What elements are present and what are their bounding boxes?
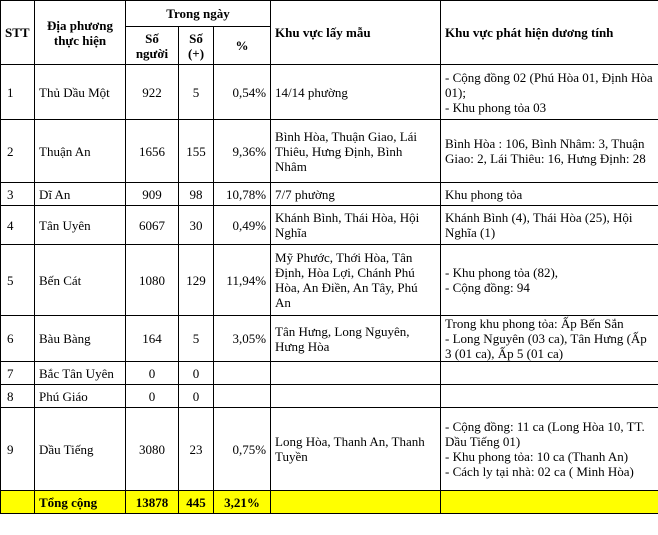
positive-area-cell	[441, 206, 658, 245]
sampling-area-text: Tân Hưng, Long Nguyên, Hưng Hòa	[275, 323, 410, 354]
stt-cell: 5	[1, 245, 35, 316]
total-people: 13878	[126, 491, 179, 514]
header-sampling-area: Khu vực lấy mẫu	[271, 1, 441, 65]
sampling-area-text: 14/14 phường	[275, 84, 348, 100]
positive-area-cell	[441, 408, 658, 491]
stt-cell: 9	[1, 408, 35, 491]
table-row	[1, 362, 658, 385]
header-stt: STT	[1, 1, 35, 65]
total-row	[1, 491, 658, 514]
positive-area-cell	[441, 316, 658, 362]
table-row	[1, 183, 658, 206]
sampling-area-cell	[271, 245, 441, 316]
positive-area-cell	[441, 120, 658, 183]
sampling-area-cell	[271, 362, 441, 385]
positive-cell: 98	[179, 183, 214, 206]
sampling-area-text: Mỹ Phước, Thới Hòa, Tân Định, Hòa Lợi, Chánh Phú Hòa, An Điền, An Tây, Phú An	[275, 250, 418, 310]
stt-cell: 2	[1, 120, 35, 183]
percent-cell: 0,54%	[214, 65, 271, 120]
stt-cell: 7	[1, 362, 35, 385]
header-positive-area: Khu vực phát hiện dương tính	[441, 1, 658, 65]
table-row	[1, 245, 658, 316]
positive-area-text: - Cộng đồng: 11 ca (Long Hòa 10, TT. Dầu Tiếng 01)	[445, 419, 645, 449]
people-cell: 6067	[126, 206, 179, 245]
sampling-area-cell	[271, 65, 441, 120]
people-cell: 0	[126, 362, 179, 385]
header-positive: Số (+)	[179, 27, 214, 65]
locality-cell: Thủ Dầu Một	[35, 65, 126, 120]
sampling-area-cell	[271, 385, 441, 408]
positive-area-cell	[441, 362, 658, 385]
table-row	[1, 385, 658, 408]
positive-area-text: - Cách ly tại nhà: 02 ca ( Minh Hòa)	[445, 464, 634, 479]
percent-cell: 11,94%	[214, 245, 271, 316]
header-people: Số người	[126, 27, 179, 65]
percent-cell: 3,05%	[214, 316, 271, 362]
positive-cell: 30	[179, 206, 214, 245]
sampling-area-cell	[271, 408, 441, 491]
locality-cell: Dĩ An	[35, 183, 126, 206]
locality-cell: Dầu Tiếng	[35, 408, 126, 491]
positive-area-cell	[441, 183, 658, 206]
header-locality: Địa phương thực hiện	[35, 1, 126, 65]
positive-cell: 0	[179, 362, 214, 385]
people-cell: 922	[126, 65, 179, 120]
positive-area-text: - Khu phong tỏa: 10 ca (Thanh An)	[445, 449, 629, 464]
sampling-area-text: Long Hòa, Thanh An, Thanh Tuyền	[275, 434, 425, 464]
sampling-area-text: Khánh Bình, Thái Hòa, Hội Nghĩa	[275, 210, 420, 240]
table-row	[1, 408, 658, 491]
sampling-area-cell	[271, 183, 441, 206]
percent-cell: 0,49%	[214, 206, 271, 245]
positive-area-text: Trong khu phong tỏa: Ấp Bến Sắn	[445, 316, 624, 331]
people-cell: 0	[126, 385, 179, 408]
locality-cell: Thuận An	[35, 120, 126, 183]
people-cell: 164	[126, 316, 179, 362]
positive-area-cell	[441, 65, 658, 120]
people-cell: 909	[126, 183, 179, 206]
stt-cell: 6	[1, 316, 35, 362]
table-row	[1, 316, 658, 362]
sampling-area-text: 7/7 phường	[275, 186, 335, 202]
percent-cell	[214, 385, 271, 408]
positive-area-text: - Khu phong tỏa (82),	[445, 265, 559, 280]
sampling-area-text: Bình Hòa, Thuận Giao, Lái Thiêu, Hưng Định, Bình Nhâm	[275, 128, 418, 174]
table-row	[1, 65, 658, 120]
stt-cell: 1	[1, 65, 35, 120]
locality-cell: Bàu Bàng	[35, 316, 126, 362]
positive-cell: 5	[179, 65, 214, 120]
positive-cell: 155	[179, 120, 214, 183]
positive-cell: 129	[179, 245, 214, 316]
stt-cell: 3	[1, 183, 35, 206]
positive-area-text: - Khu phong tỏa 03	[445, 99, 547, 115]
stt-cell: 8	[1, 385, 35, 408]
people-cell: 1080	[126, 245, 179, 316]
locality-cell: Bến Cát	[35, 245, 126, 316]
positive-cell: 23	[179, 408, 214, 491]
positive-cell: 0	[179, 385, 214, 408]
positive-area-cell	[441, 385, 658, 408]
people-cell: 1656	[126, 120, 179, 183]
total-sampling-cell	[271, 491, 441, 514]
total-label: Tổng cộng	[35, 491, 126, 514]
percent-cell: 0,75%	[214, 408, 271, 491]
positive-area-text: Khu phong tỏa	[445, 186, 523, 202]
table-row	[1, 206, 658, 245]
percent-cell	[214, 362, 271, 385]
total-detected-cell	[441, 491, 658, 514]
people-cell: 3080	[126, 408, 179, 491]
positive-cell: 5	[179, 316, 214, 362]
total-percent: 3,21%	[214, 491, 271, 514]
header-in-day: Trong ngày	[126, 1, 271, 27]
table-row	[1, 120, 658, 183]
total-positive: 445	[179, 491, 214, 514]
positive-area-text: - Cộng đồng: 94	[445, 280, 530, 295]
stt-cell: 4	[1, 206, 35, 245]
header-percent: %	[214, 27, 271, 65]
sampling-area-cell	[271, 316, 441, 362]
positive-area-text: - Cộng đồng 02 (Phú Hòa 01, Định Hòa 01);	[445, 69, 653, 100]
total-stt-cell	[1, 491, 35, 514]
locality-cell: Phú Giáo	[35, 385, 126, 408]
positive-area-cell	[441, 245, 658, 316]
sampling-area-cell	[271, 120, 441, 183]
positive-area-text: - Long Nguyên (03 ca), Tân Hưng (Ấp 3 (01 ca), Ấp 5 (01 ca)	[445, 331, 647, 361]
table-body	[1, 65, 658, 491]
locality-cell: Tân Uyên	[35, 206, 126, 245]
positive-area-text: Bình Hòa : 106, Bình Nhâm: 3, Thuận Giao: 2, Lái Thiêu: 16, Hưng Định: 28	[445, 136, 646, 166]
sampling-area-cell	[271, 206, 441, 245]
locality-cell: Bắc Tân Uyên	[35, 362, 126, 385]
percent-cell: 10,78%	[214, 183, 271, 206]
percent-cell: 9,36%	[214, 120, 271, 183]
positive-area-text: Khánh Bình (4), Thái Hòa (25), Hội Nghĩa (1)	[445, 210, 633, 240]
